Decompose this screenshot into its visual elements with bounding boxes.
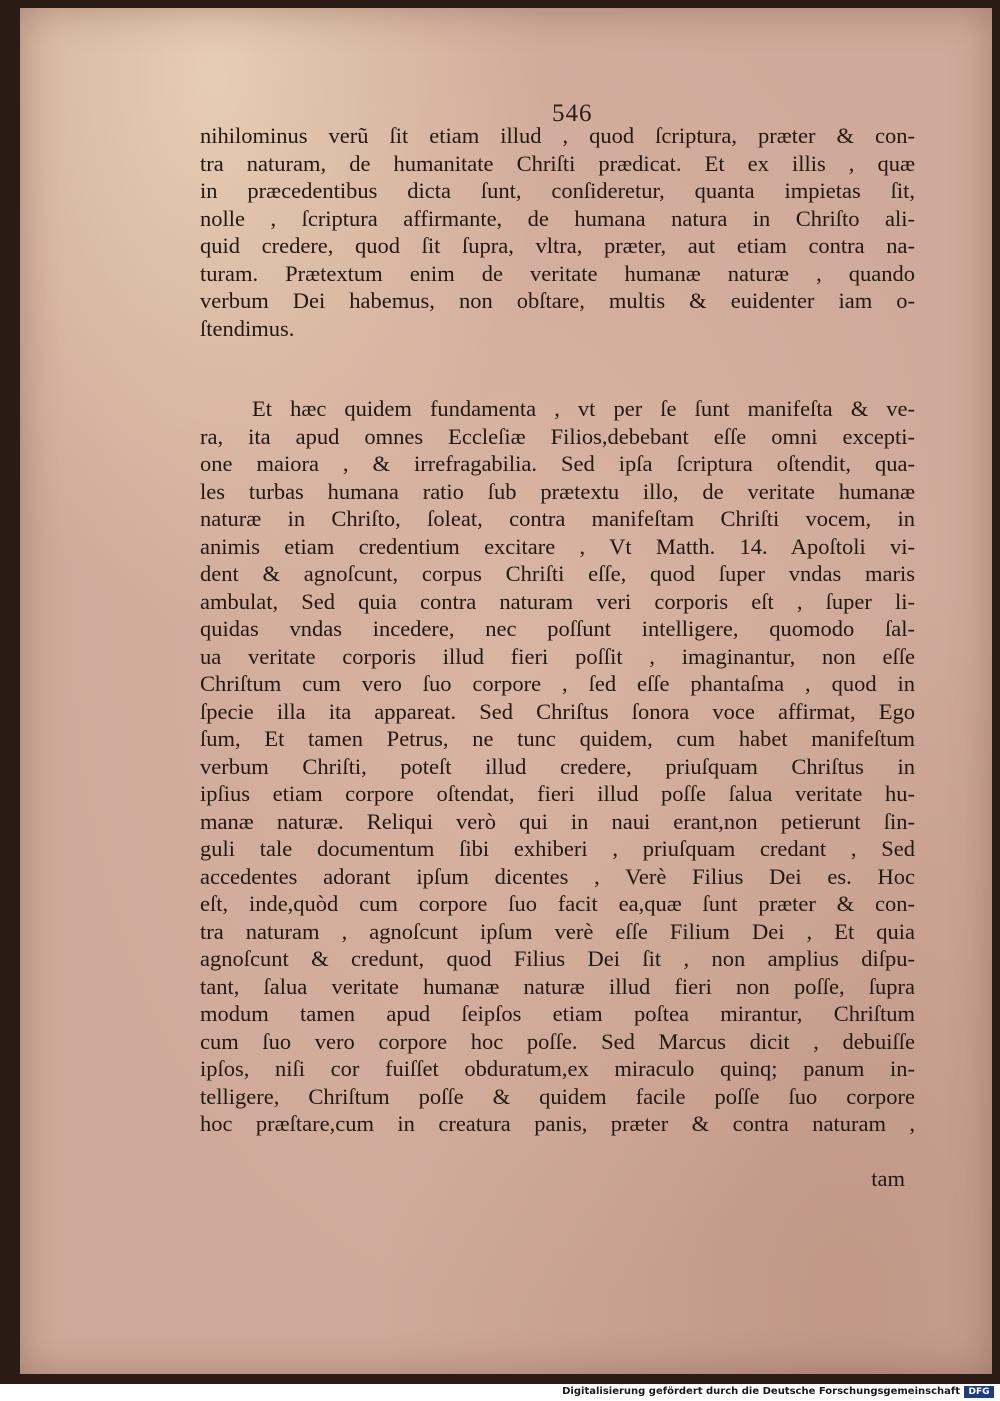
text-line: cum ſuo vero corpore hoc poſſe. Sed Marcus dicit , debuiſſe: [200, 1028, 915, 1054]
text-line: modum tamen apud ſeipſos etiam poſtea mirantur, Chriſtum: [200, 1001, 915, 1026]
text-line: verbum Dei habemus, non obſtare, multis & euidenter iam o-: [200, 288, 915, 313]
text-line: hoc præſtare,cum in creatura panis, præter & contra naturam ,: [200, 1111, 915, 1136]
page-text: [200, 122, 915, 1138]
text-line: verbum Chriſti, poteſt illud credere, priuſquam Chriſtus in: [200, 753, 915, 779]
text-line: tant, ſalua veritate humanæ naturæ illud fieri non poſſe, ſupra: [200, 973, 915, 999]
text-line: ambulat, Sed quia contra naturam veri corporis eſt , ſuper li-: [200, 588, 915, 614]
text-line: les turbas humana ratio ſub prætextu illo, de veritate humanæ: [200, 478, 915, 504]
paragraph-1: [200, 122, 915, 342]
text-line: ipſos, niſi cor fuiſſet obduratum,ex miraculo quinq; panum in-: [200, 1056, 915, 1081]
text-line: quidas vndas incedere, nec poſſunt intelligere, quomodo ſal-: [200, 616, 915, 641]
text-line: quid credere, quod ſit ſupra, vltra, præter, aut etiam contra na-: [200, 233, 915, 258]
text-line: accedentes adorant ipſum dicentes , Verè Filius Dei es. Hoc: [200, 863, 915, 889]
text-line: Chriſtum cum vero ſuo corpore , ſed eſſe phantaſma , quod in: [200, 671, 915, 696]
page-number: 546: [552, 100, 593, 127]
text-line: agnoſcunt & credunt, quod Filius Dei ſit , non amplius diſpu-: [200, 946, 915, 971]
text-line: in præcedentibus dicta ſunt, conſideretur, quanta impietas ſit,: [200, 178, 915, 203]
text-line: manæ naturæ. Reliqui verò qui in naui erant,non petierunt ſin-: [200, 808, 915, 834]
catchword: tam: [871, 1166, 905, 1191]
text-line: tra naturam, de humanitate Chriſti prædicat. Et ex illis , quæ: [200, 150, 915, 176]
text-line: naturæ in Chriſto, ſoleat, contra manifeſtam Chriſti vocem, in: [200, 506, 915, 531]
text-line: Et hæc quidem fundamenta , vt per ſe ſunt manifeſta & ve-: [252, 396, 915, 421]
text-line: turam. Prætextum enim de veritate humanæ naturæ , quando: [200, 260, 915, 286]
text-line: ſtendimus.: [200, 315, 295, 341]
text-line: ſpecie illa ita appareat. Sed Chriſtus ſonora voce affirmat, Ego: [200, 698, 915, 724]
dfg-logo: DFG: [964, 1386, 994, 1398]
text-line: ra, ita apud omnes Eccleſiæ Filios,debebant eſſe omni excepti-: [200, 423, 915, 449]
text-line: dent & agnoſcunt, corpus Chriſti eſſe, quod ſuper vndas maris: [200, 561, 915, 586]
paragraph-gap: [200, 342, 915, 395]
text-line: one maiora , & irrefragabilia. Sed ipſa ſcriptura oſtendit, qua-: [200, 451, 915, 476]
text-line: guli tale documentum ſibi exhiberi , priuſquam credant , Sed: [200, 836, 915, 861]
footer-bar: [0, 1384, 1000, 1401]
paragraph-2: [200, 395, 915, 1138]
text-line: telligere, Chriſtum poſſe & quidem facile poſſe ſuo corpore: [200, 1083, 915, 1109]
text-line: animis etiam credentium excitare , Vt Matth. 14. Apoſtoli vi-: [200, 533, 915, 559]
text-line: ipſius etiam corpore oſtendat, fieri illud poſſe ſalua veritate hu-: [200, 781, 915, 806]
text-line: nihilominus verũ ſit etiam illud , quod ſcriptura, præter & con-: [200, 123, 915, 148]
text-line: ua veritate corporis illud fieri poſſit , imaginantur, non eſſe: [200, 643, 915, 669]
text-line: tra naturam , agnoſcunt ipſum verè eſſe Filium Dei , Et quia: [200, 918, 915, 944]
digitization-credit: Digitalisierung gefördert durch die Deutsche Forschungsgemeinschaft: [562, 1386, 960, 1397]
text-line: ſum, Et tamen Petrus, ne tunc quidem, cum habet manifeſtum: [200, 726, 915, 751]
text-line: nolle , ſcriptura affirmante, de humana natura in Chriſto ali-: [200, 205, 915, 231]
text-line: eſt, inde,quòd cum corpore ſuo facit ea,quæ ſunt præter & con-: [200, 891, 915, 916]
